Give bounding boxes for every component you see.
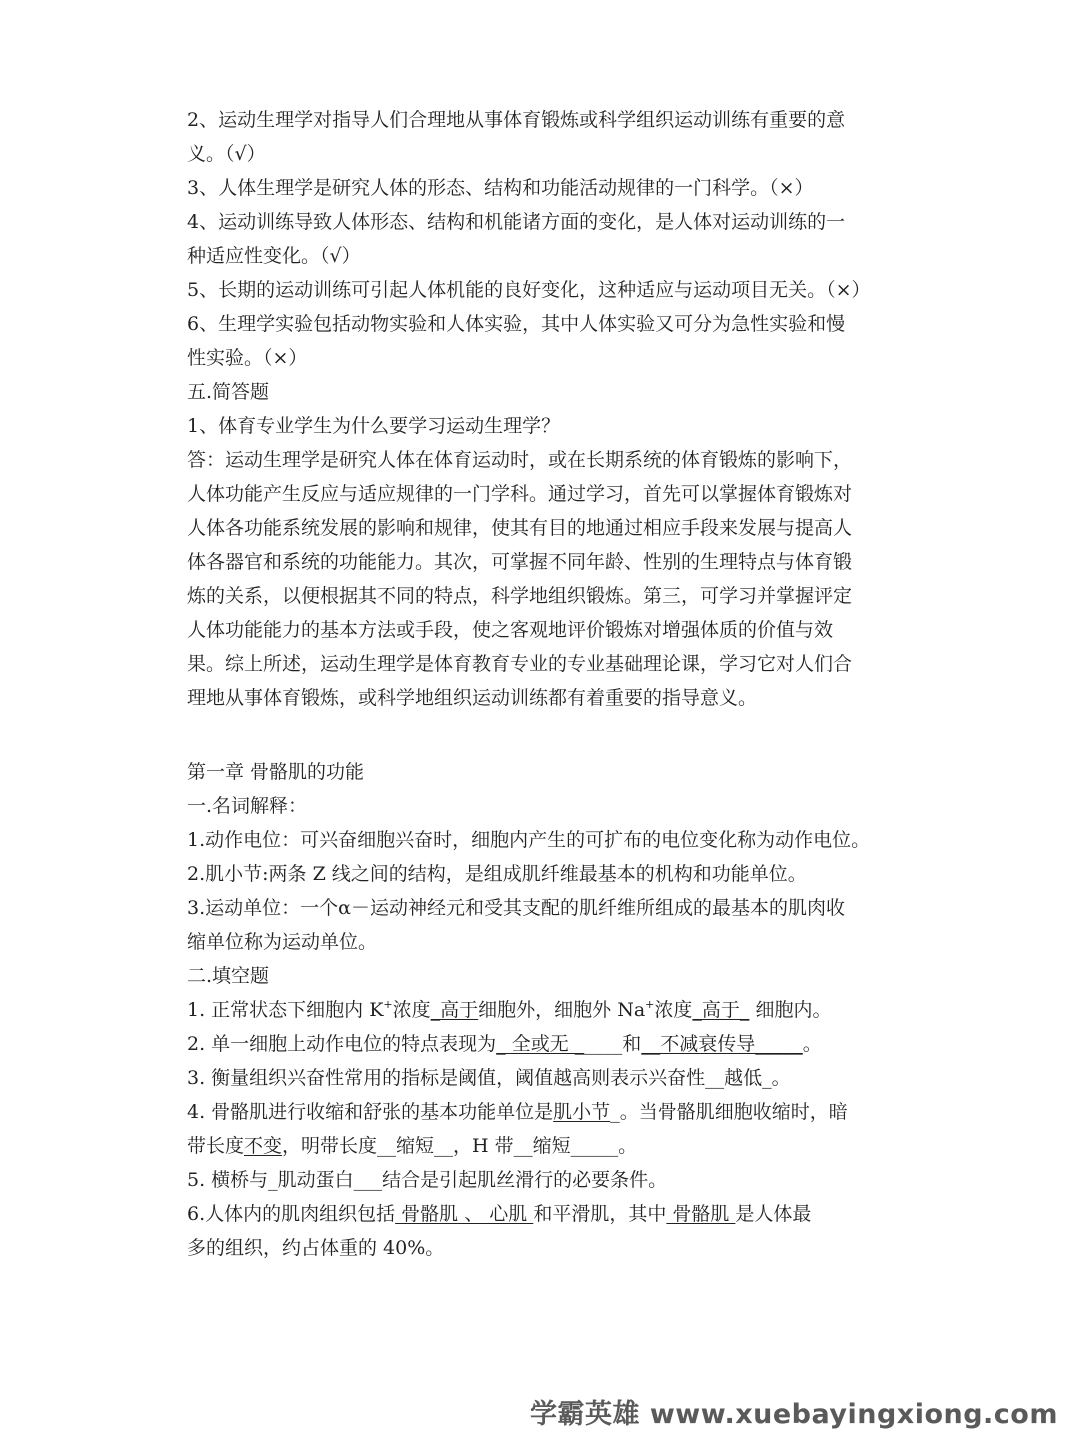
answer-line: 理地从事体育锻炼，或科学地组织运动训练都有着重要的指导意义。 — [187, 687, 758, 709]
tf-item-5: 5、长期的运动训练可引起人体机能的良好变化，这种适应与运动项目无关。（×） — [187, 279, 871, 301]
fill-text: 细胞外，细胞外 Na — [478, 999, 646, 1021]
fill-answer: _高于 — [430, 999, 479, 1021]
site-watermark: 学霸英雄 www.xuebayingxiong.com — [529, 1399, 1058, 1430]
term-motor-unit-line-1: 3.运动单位：一个α－运动神经元和受其支配的肌纤维所组成的最基本的肌肉收 — [187, 897, 845, 919]
fill-text: 2. 单一细胞上动作电位的特点表现为 — [187, 1033, 497, 1055]
answer-line: 答：运动生理学是研究人体在体育运动时，或在长期系统的体育锻炼的影响下， — [187, 449, 853, 471]
chapter-title: 第一章 骨骼肌的功能 — [187, 761, 365, 783]
fill-item-2 — [187, 1032, 907, 1056]
fill-text: 带长度 — [187, 1135, 245, 1157]
fill-item-6-line-2: 多的组织，约占体重的 40%。 — [187, 1237, 445, 1259]
fill-item-1 — [187, 998, 907, 1022]
short-answer-question: 1、体育专业学生为什么要学习运动生理学？ — [187, 415, 561, 437]
tf-item-4-line-1: 4、运动训练导致人体形态、结构和机能诸方面的变化，是人体对运动训练的一 — [187, 211, 846, 233]
term-motor-unit-line-2: 缩单位称为运动单位。 — [187, 931, 378, 953]
fill-answer: _ 全或无 _ — [496, 1033, 585, 1055]
answer-line: 人体功能能力的基本方法或手段，使之客观地评价锻炼对增强体质的价值与效 — [187, 619, 834, 641]
fill-text: 浓度 — [392, 999, 431, 1021]
fill-item-4-line-2 — [187, 1134, 907, 1158]
fill-text: 和平滑肌，其中 — [533, 1203, 667, 1225]
fill-answer: 骨骼肌 — [666, 1203, 736, 1225]
tf-item-6-line-1: 6、生理学实验包括动物实验和人体实验，其中人体实验又可分为急性实验和慢 — [187, 313, 846, 335]
superscript-plus: + — [645, 998, 655, 1011]
fill-answer: 肌小节 — [553, 1101, 611, 1123]
fill-text: 。 — [802, 1033, 822, 1055]
fill-answer: 不变 — [244, 1135, 283, 1157]
fill-text: 1. 正常状态下细胞内 K — [187, 999, 384, 1021]
fill-item-3: 3. 衡量组织兴奋性常用的指标是阈值，阈值越高则表示兴奋性__越低_。 — [187, 1067, 791, 1089]
fill-item-4-line-1 — [187, 1100, 907, 1124]
fill-text: ____和 — [584, 1033, 642, 1055]
answer-line: 果。综上所述，运动生理学是体育教育专业的专业基础理论课，学习它对人们合 — [187, 653, 853, 675]
fill-text: 浓度 — [654, 999, 693, 1021]
tf-item-2-line-2: 义。（√） — [187, 143, 266, 165]
fill-text: 6.人体内的肌肉组织包括 — [187, 1203, 396, 1225]
answer-line: 人体功能产生反应与适应规律的一门学科。通过学习，首先可以掌握体育锻炼对 — [187, 483, 853, 505]
answer-line: 人体各功能系统发展的影响和规律，使其有目的地通过相应手段来发展与提高人 — [187, 517, 853, 539]
answer-line: 炼的关系，以便根据其不同的特点，科学地组织锻炼。第三，可学习并掌握评定 — [187, 585, 853, 607]
superscript-plus: + — [383, 998, 393, 1011]
term-action-potential: 1.动作电位：可兴奋细胞兴奋时，细胞内产生的可扩布的电位变化称为动作电位。 — [187, 829, 871, 851]
fill-answer: _高于_ — [692, 999, 750, 1021]
fill-text: 是人体最 — [735, 1203, 812, 1225]
section-heading-terms: 一.名词解释： — [187, 795, 308, 817]
answer-line: 体各器官和系统的功能能力。其次，可掌握不同年龄、性别的生理特点与体育锻 — [187, 551, 853, 573]
fill-text: ，明带长度__缩短__，H 带__缩短_____。 — [282, 1135, 638, 1157]
fill-item-5: 5. 横桥与_肌动蛋白___结合是引起肌丝滑行的必要条件。 — [187, 1169, 668, 1191]
fill-answer: 骨骼肌 、 心肌 — [395, 1203, 534, 1225]
term-sarcomere: 2.肌小节:两条 Z 线之间的结构，是组成肌纤维最基本的机构和功能单位。 — [187, 863, 807, 885]
section-heading-short-answer: 五.简答题 — [187, 381, 270, 403]
tf-item-6-line-2: 性实验。（×） — [187, 347, 308, 369]
tf-item-2-line-1: 2、运动生理学对指导人们合理地从事体育锻炼或科学组织运动训练有重要的意 — [187, 109, 846, 131]
section-heading-fill-blank: 二.填空题 — [187, 965, 270, 987]
fill-text: 细胞内。 — [749, 999, 832, 1021]
fill-answer: __不减衰传导_____ — [641, 1033, 803, 1055]
fill-text: _。当骨骼肌细胞收缩时，暗 — [610, 1101, 848, 1123]
tf-item-3: 3、人体生理学是研究人体的形态、结构和功能活动规律的一门科学。（×） — [187, 177, 814, 199]
tf-item-4-line-2: 种适应性变化。（√） — [187, 245, 361, 267]
fill-item-6-line-1 — [187, 1202, 907, 1226]
fill-text: 4. 骨骼肌进行收缩和舒张的基本功能单位是 — [187, 1101, 554, 1123]
